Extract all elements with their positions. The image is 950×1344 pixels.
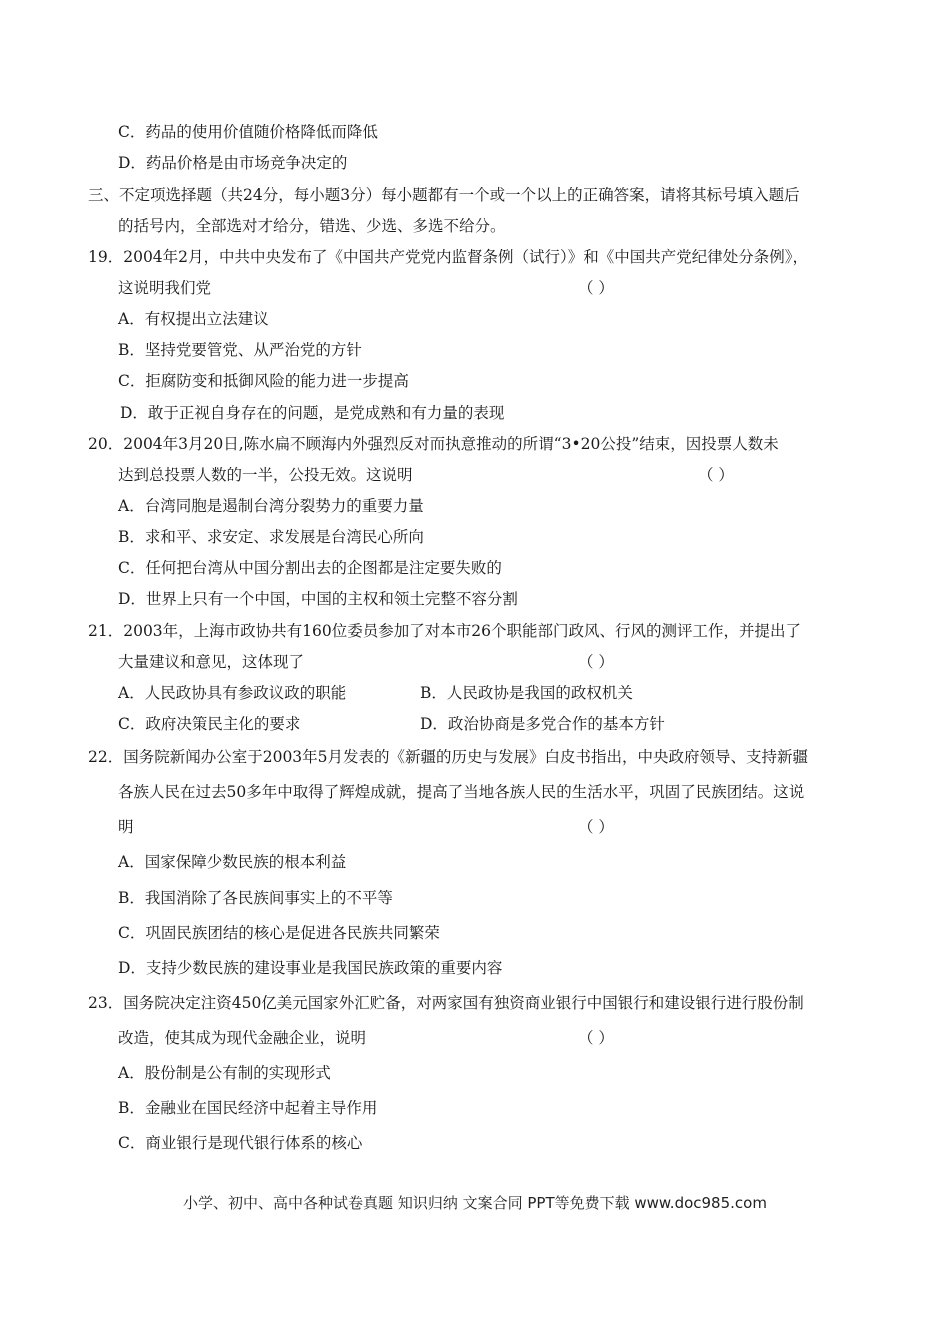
- option-b: B．金融业在国民经济中起着主导作用: [118, 1099, 378, 1117]
- question-19-stem-cont: 这说明我们党: [118, 279, 212, 297]
- option-a: A．人民政协具有参政议政的职能: [118, 684, 347, 702]
- question-23-stem-cont: 改造，使其成为现代金融企业，说明: [118, 1029, 367, 1047]
- answer-bracket: （ ）: [578, 818, 614, 836]
- option-a: A．有权提出立法建议: [118, 310, 269, 328]
- option-c: C．商业银行是现代银行体系的核心: [118, 1134, 363, 1152]
- answer-bracket: （ ）: [698, 466, 734, 484]
- option-c: C．任何把台湾从中国分割出去的企图都是注定要失败的: [118, 559, 502, 577]
- option-a: A．国家保障少数民族的根本利益: [118, 853, 347, 871]
- option-a: A．台湾同胞是遏制台湾分裂势力的重要力量: [118, 497, 424, 515]
- option-d: D．政治协商是多党合作的基本方针: [420, 715, 665, 733]
- answer-bracket: （ ）: [578, 279, 614, 297]
- option-b: B．我国消除了各民族间事实上的不平等: [118, 889, 393, 907]
- option-d: D．支持少数民族的建设事业是我国民族政策的重要内容: [118, 959, 503, 977]
- option-b: B．人民政协是我国的政权机关: [420, 684, 633, 702]
- question-19-stem: 19．2004年2月，中共中央发布了《中国共产党党内监督条例（试行）》和《中国共产党纪律处分条例》，: [88, 248, 809, 266]
- option-c: C．拒腐防变和抵御风险的能力进一步提高: [118, 372, 409, 390]
- section-heading: 三、不定项选择题（共24分，每小题3分）每小题都有一个或一个以上的正确答案，请将其标号填入题后: [88, 186, 800, 204]
- page-footer: 小学、初中、高中各种试卷真题 知识归纳 文案合同 PPT等免费下载 www.doc985.com: [183, 1194, 767, 1212]
- question-23-stem: 23．国务院决定注资450亿美元国家外汇贮备，对两家国有独资商业银行中国银行和建设银行进行股份制: [88, 994, 804, 1012]
- question-20-stem: 20．2004年3月20日,陈水扁不顾海内外强烈反对而执意推动的所谓“3•20公投”结束，因投票人数未: [88, 435, 779, 453]
- section-heading-cont: 的括号内，全部选对才给分，错选、少选、多选不给分。: [118, 217, 506, 235]
- answer-bracket: （ ）: [578, 653, 614, 671]
- option-d: D．敢于正视自身存在的问题，是党成熟和有力量的表现: [120, 404, 505, 422]
- option-c: C．药品的使用价值随价格降低而降低: [118, 123, 378, 141]
- option-b: B．求和平、求安定、求发展是台湾民心所向: [118, 528, 424, 546]
- option-d: D．世界上只有一个中国，中国的主权和领土完整不容分割: [118, 590, 518, 608]
- option-a: A．股份制是公有制的实现形式: [118, 1064, 331, 1082]
- option-c: C．巩固民族团结的核心是促进各民族共同繁荣: [118, 924, 440, 942]
- question-22-stem-end: 明: [118, 818, 134, 836]
- question-22-stem-cont: 各族人民在过去50多年中取得了辉煌成就，提高了当地各族人民的生活水平，巩固了民族团结。这说: [118, 783, 805, 801]
- question-22-stem: 22．国务院新闻办公室于2003年5月发表的《新疆的历史与发展》白皮书指出，中央政府领导、支持新疆: [88, 748, 809, 766]
- answer-bracket: （ ）: [578, 1029, 614, 1047]
- option-c: C．政府决策民主化的要求: [118, 715, 301, 733]
- option-b: B．坚持党要管党、从严治党的方针: [118, 341, 362, 359]
- question-21-stem-cont: 大量建议和意见，这体现了: [118, 653, 305, 671]
- question-21-stem: 21．2003年，上海市政协共有160位委员参加了对本市26个职能部门政风、行风的测评工作，并提出了: [88, 622, 801, 640]
- question-20-stem-cont: 达到总投票人数的一半，公投无效。这说明: [118, 466, 413, 484]
- option-d: D．药品价格是由市场竞争决定的: [118, 154, 348, 172]
